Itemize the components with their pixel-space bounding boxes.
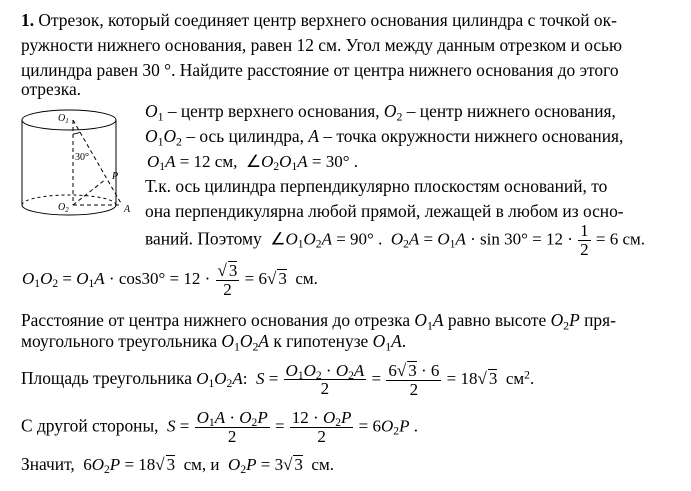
- angle-arc: [73, 132, 80, 134]
- solution-line-1: $O_1$ – центр верхнего основания, $O_2$ – центр нижнего основания,: [145, 101, 616, 124]
- cylinder-figure: [14, 102, 144, 232]
- problem-line-4: отрезка.: [21, 79, 82, 99]
- label-o1: $O_1$: [58, 113, 69, 125]
- label-o2: $O_2$: [58, 202, 69, 214]
- solution-line-2: $O_1O_2$ – ось цилиндра, A – точка окружности нижнего основания,: [145, 126, 624, 149]
- solution-line-6: ваний. Поэтому $\angle O_1O_2A = 90^\circ$ . $O_2A = O_1A \cdot \sin 30^\circ = 12$ · $\frac{1}{2}$ = 6 см.: [145, 221, 646, 259]
- fraction-sqrt3-over-2: $\frac{√ 3}{2}$: [217, 261, 238, 299]
- problem-line-3: цилиндра равен 30 °. Найдите расстояние от центра нижнего основания до этого: [21, 60, 619, 80]
- fraction-s-2: $\frac{12 \cdot O_2P}{2}$: [291, 408, 352, 446]
- solution-line-8: Расстояние от центра нижнего основания до отрезка $O_1A$ равно высоте $O_2P$ пря-: [21, 310, 616, 333]
- fraction-area-1: $\frac{O_1O_2 \cdot O_2A}{2}$: [285, 360, 365, 399]
- fraction-s-1: $\frac{O_1A \cdot O_2P}{2}$: [196, 408, 268, 446]
- problem-line-1: [21, 12, 617, 29]
- solution-line-5: она перпендикулярна любой прямой, лежащей в любом из осно-: [145, 201, 624, 221]
- problem-line-2: ружности нижнего основания, равен 12 см. Угол между данным отрезком и осью: [21, 35, 622, 55]
- bottom-base-front: [22, 205, 116, 215]
- solution-line-12: Значит, $6O_2P = 18√$ 3 см, и $O_2P = 3√$ 3 см.: [21, 454, 334, 477]
- fraction-area-2: $\frac{6√ 3 \cdot 6}{2}$: [388, 361, 440, 399]
- top-base: [22, 110, 116, 130]
- label-p: P: [112, 171, 119, 182]
- problem-number: 1.: [21, 10, 35, 30]
- solution-line-9: моугольного треугольника $O_1O_2A$ к гипотенузе $O_1A$.: [21, 331, 407, 354]
- label-angle: 30°: [75, 152, 89, 163]
- label-a: A: [124, 204, 131, 215]
- solution-line-10: Площадь треугольника $O_1O_2A$: S = $\frac{O_1O_2 \cdot O_2A}{2}$ = $\frac{6√ 3 \cdot 6}{2}$ = 18√ 3 $см^2$.: [21, 360, 535, 399]
- solution-line-3: $O_1A = 12$ см, $\angle O_2O_1A = 30^\circ$ .: [147, 152, 358, 174]
- problem-text-1: Отрезок, который соединяет центр верхнего основания цилиндра с точкой ок-: [38, 10, 617, 30]
- fraction-one-half: $\frac{1}{2}$: [580, 221, 589, 259]
- bottom-base-back: [22, 195, 116, 205]
- segment-o2p: [73, 179, 106, 205]
- solution-line-4: Т.к. ось цилиндра перпендикулярно плоскостям оснований, то: [145, 176, 608, 196]
- solution-line-7: $O_1O_2 = O_1A \cdot \cos 30^\circ = 12$ · $\frac{√ 3}{2}$ = 6√ 3 см.: [22, 261, 318, 299]
- solution-line-11: С другой стороны, S = $\frac{O_1A \cdot O_2P}{2}$ = $\frac{12 \cdot O_2P}{2}$ = $6O_2P$ .: [21, 408, 418, 446]
